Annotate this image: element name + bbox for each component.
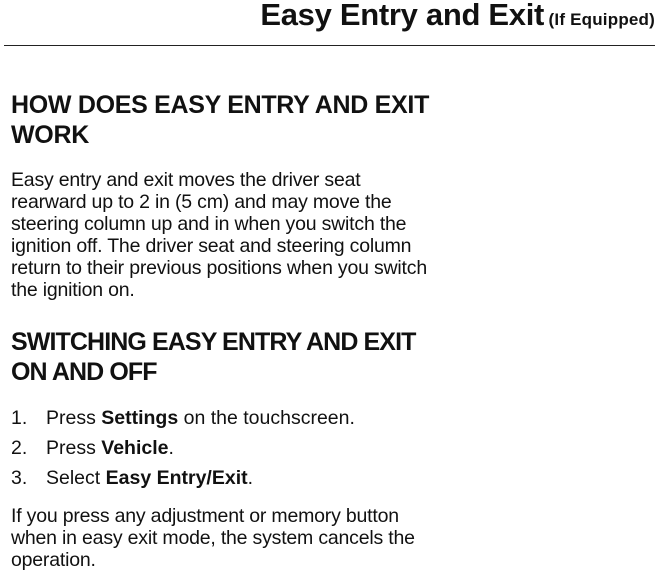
step-emphasis: Easy Entry/Exit: [105, 467, 248, 489]
page-header: [260, 0, 655, 34]
step-number: 2.: [11, 437, 28, 459]
header-divider: [4, 45, 655, 46]
section-heading-switching: SWITCHING EASY ENTRY AND EXIT ON AND OFF: [11, 328, 416, 386]
step-emphasis: Settings: [101, 407, 179, 429]
step-prefix: Select: [46, 467, 106, 489]
step-item: [11, 433, 431, 463]
how-it-works-paragraph: Easy entry and exit moves the driver seat rearward up to 2 in (5 cm) and may move the steering column up and in when you switch the ignition off. The driver seat and steering column return to their previous positions when you switch the ignition on.: [11, 169, 427, 301]
page-title: Easy Entry and Exit: [260, 0, 545, 32]
cancel-operation-note: If you press any adjustment or memory button when in easy exit mode, the system cancels the operation.: [11, 505, 415, 571]
step-item: [11, 463, 431, 493]
step-suffix: .: [168, 437, 174, 459]
step-text: [46, 403, 355, 433]
step-suffix: on the touchscreen.: [178, 407, 355, 429]
step-text: [46, 433, 174, 463]
section-heading-how-it-works: HOW DOES EASY ENTRY AND EXIT WORK: [11, 91, 430, 149]
step-number: 1.: [11, 407, 28, 429]
manual-content: [11, 90, 431, 571]
step-text: [46, 463, 253, 493]
step-emphasis: Vehicle: [101, 437, 169, 459]
step-item: [11, 403, 431, 433]
steps-list: [11, 403, 431, 493]
step-prefix: Press: [46, 407, 102, 429]
step-number: 3.: [11, 467, 28, 489]
step-prefix: Press: [46, 437, 102, 459]
page-title-qualifier: (If Equipped): [548, 10, 655, 29]
step-suffix: .: [247, 467, 254, 489]
